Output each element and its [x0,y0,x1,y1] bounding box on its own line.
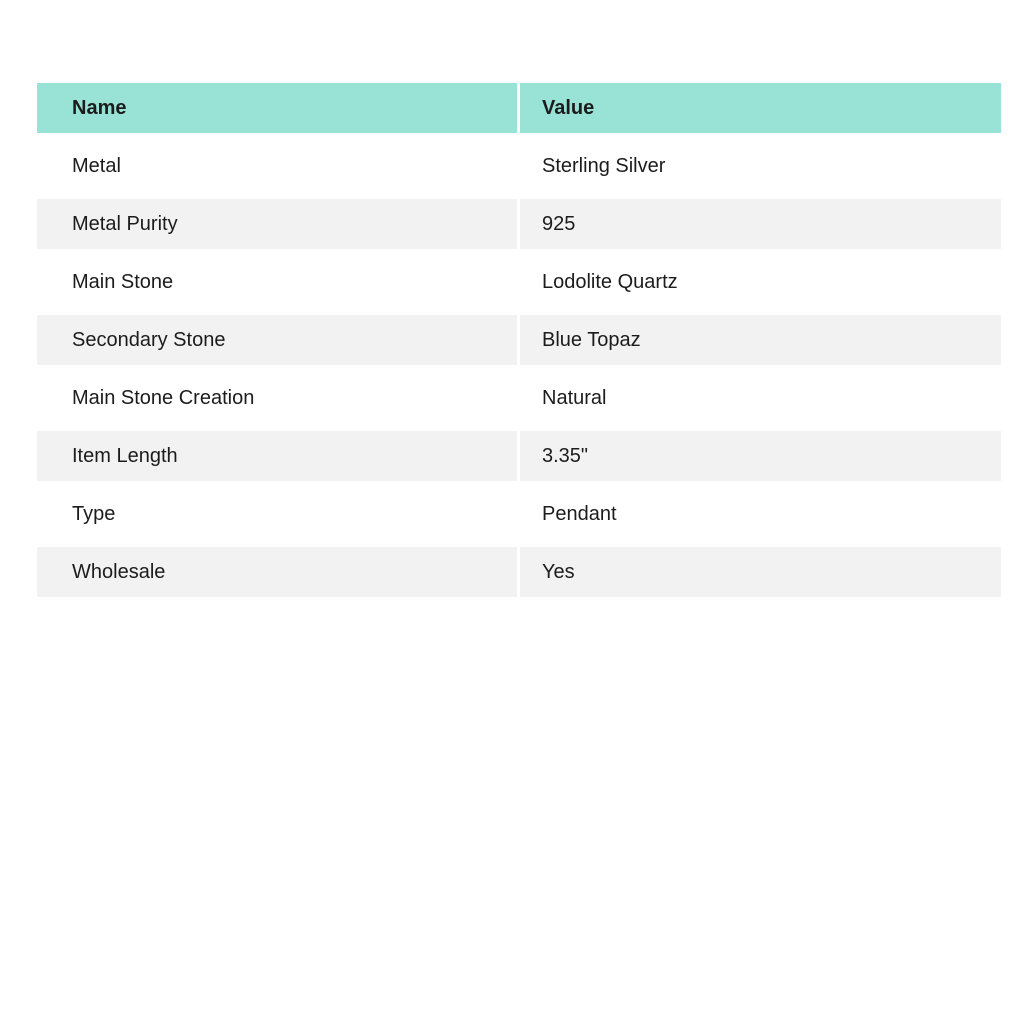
row-name-cell: Item Length [37,427,520,485]
table-row [37,485,1001,543]
row-name-cell: Metal [37,137,520,195]
row-value-cell: Blue Topaz [520,311,1001,369]
table-row [37,427,1001,485]
header-cell-name: Name [37,83,520,137]
table-row [37,311,1001,369]
row-name-cell: Main Stone [37,253,520,311]
row-value-cell: Sterling Silver [520,137,1001,195]
table-row [37,543,1001,601]
row-value-cell: Natural [520,369,1001,427]
row-value-cell: Pendant [520,485,1001,543]
spec-table-header [37,83,1001,137]
header-cell-value: Value [520,83,1001,137]
row-name-cell: Secondary Stone [37,311,520,369]
table-row [37,137,1001,195]
row-name-cell: Metal Purity [37,195,520,253]
row-value-cell: Yes [520,543,1001,601]
row-value-cell: 3.35" [520,427,1001,485]
spec-table [37,83,1001,601]
row-name-cell: Wholesale [37,543,520,601]
row-value-cell: Lodolite Quartz [520,253,1001,311]
row-value-cell: 925 [520,195,1001,253]
header-row [37,83,1001,137]
row-name-cell: Main Stone Creation [37,369,520,427]
table-row [37,195,1001,253]
table-row [37,253,1001,311]
spec-table-body [37,137,1001,601]
product-spec-section [37,83,1001,601]
row-name-cell: Type [37,485,520,543]
table-row [37,369,1001,427]
